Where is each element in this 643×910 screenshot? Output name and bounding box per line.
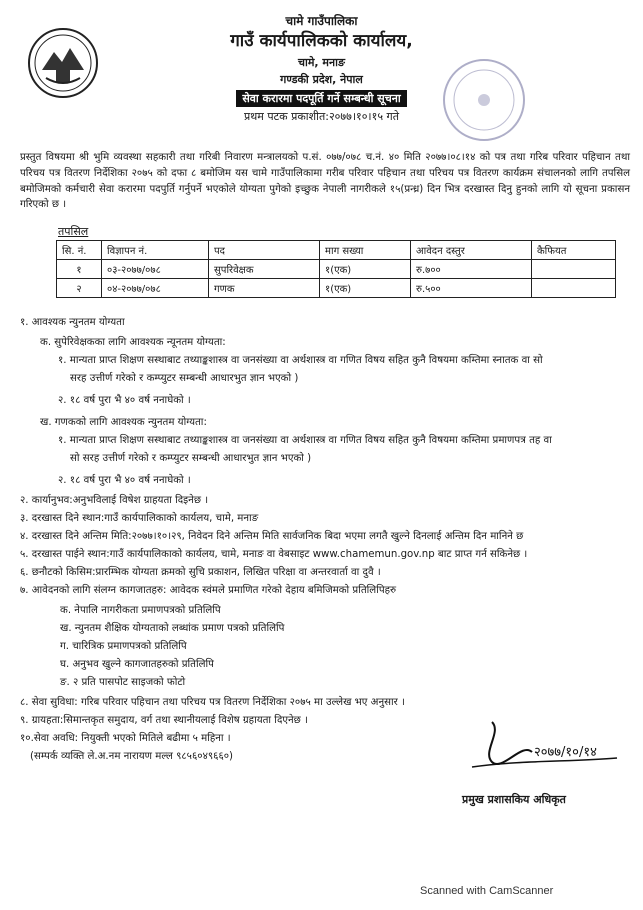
intro-paragraph: प्रस्तुत विषयमा श्री भुमि व्यवस्था सहकारी तथा गरिबी निवारण मन्त्रालयको प.सं. ०७७/०७८ च.नं. ४० मिति २०७७।०८।१४ को पत्र तथा गरिब परिवार पहिचान तथा परिचय पत्र वितरण निर्देशिका २०७५ को दफा ८ बमोजिम यस चामे गाउँपालिकामा गरीब परिवार पहिचान तथा परिचय पत्र वितरण कार्यक्रम संचालनको लागि तपसिल बमोजिमको कर्मचारी सेवा करारमा पदपुर्ति गर्नुपर्ने भएकोले योग्यता पुगेको इच्छुक नेपाली नागरीकले १५(प्रन्ध्र) दिन भित्र दरखास्त दिनु हुनको लागि यो सूचना प्रकासन गरिएको छ । <box>20 152 630 211</box>
cell: गणक <box>209 279 320 298</box>
col-demand: माग सख्या <box>320 241 411 260</box>
scanner-footer: Scanned with CamScanner <box>420 885 554 897</box>
point-8: ८. सेवा सुविधा: गरिब परिवार पहिचान तथा परिचय पत्र वितरण निर्देशिका २०७५ मा उल्लेख भए अनुसार । <box>20 697 405 708</box>
office-province: गण्डकी प्रदेश, नेपाल <box>280 73 363 86</box>
point-4: ४. दरखास्त दिने अन्तिम मिति:२०७७।१०।२९, निवेदन दिने अन्तिम मिति सार्वजनिक बिदा भएमा लगतै खुल्ने दिनलाई अन्तिम दिन मानिने छ <box>20 531 524 542</box>
point-6: ६. छनौटको किसिम:प्रारम्भिक योग्यता क्रमको सुचि प्रकाशन, लिखित परिक्षा वा अन्तरवार्ता वा दुवै । <box>20 567 381 578</box>
vacancy-table <box>56 240 616 298</box>
doc-item: ङ. २ प्रति पासपोट साइजको फोटो <box>60 677 186 688</box>
enumerator-item-1-cont: सो सरह उत्तीर्ण गरेको र कम्प्युटर सम्बन्धी आधारभुत ज्ञान भएको ) <box>70 453 312 464</box>
supervisor-item-1: १. मान्यता प्राप्त शिक्षण सस्थाबाट तथ्याङ्कशास्त्र वा जनसंख्या वा अर्थशास्त्र वा गणित विषय सहित कुनै विषयमा कम्तिमा स्नातक वा सो <box>58 355 543 366</box>
col-fee: आवेदन दस्तुर <box>411 241 532 260</box>
doc-item: ख. न्युनतम शैक्षिक योग्यताको लब्धांक प्रमाण पत्रको प्रतिलिपि <box>60 623 285 634</box>
doc-item: क. नेपालि नागरीकता प्रमाणपत्रको प्रतिलिपि <box>60 605 221 616</box>
cell <box>532 279 616 298</box>
signature-icon <box>462 712 622 782</box>
signatory-title: प्रमुख प्रशासकिय अधिकृत <box>462 793 566 806</box>
doc-item: ग. चारित्रिक प्रमाणपत्रको प्रतिलिपि <box>60 641 187 652</box>
office-main: गाउँ कार्यपालिकको कार्यालय, <box>230 31 413 51</box>
point-9: ९. ग्रायहता:सिमान्तकृत समुदाय, वर्ग तथा स्थानीयलाई विशेष ग्रहायता दिएनेछ । <box>20 715 308 726</box>
enumerator-item-1: १. मान्यता प्राप्त शिक्षण सस्थाबाट तथ्याङ्कशास्त्र वा जनसंख्या वा अर्थशास्त्र वा गणित विषय सहित कुनै विषयमा कम्तिमा प्रमाणपत्र तह वा <box>58 435 552 446</box>
point-7: ७. आवेदनको लागि संलग्न कागजातहरु: आवेदक स्वंमले प्रमाणित गरेको देहाय बमिजिमको प्रतिलिपिहरु <box>20 585 397 596</box>
point-3: ३. दरखास्त दिने स्थान:गाउँ कार्यपालिकाको कार्यलय, चामे, मनाङ <box>20 513 259 524</box>
enumerator-item-2: २. १८ वर्ष पुरा भै ४० वर्ष ननाघेको । <box>58 475 191 486</box>
requirements-title: १. आवश्यक न्युनतम योग्यता <box>20 317 125 328</box>
supervisor-item-2: २. १८ वर्ष पुरा भै ४० वर्ष ननाघेको । <box>58 395 191 406</box>
cell: ०३-२०७७/०७८ <box>102 260 209 279</box>
col-ad-no: विज्ञापन नं. <box>102 241 209 260</box>
cell: २ <box>57 279 102 298</box>
cell: रु.७०० <box>411 260 532 279</box>
point-5: ५. दरखास्त पाईने स्थान:गाउँ कार्यपालिकाको कार्यलय, चामे, मनाङ वा वेबसाइट www.chamemun.gov.np बाट प्राप्त गर्न सकिनेछ । <box>20 549 528 560</box>
cell: सुपरिवेक्षक <box>209 260 320 279</box>
cell: १(एक) <box>320 279 411 298</box>
cell: ०४-२०७७/०७८ <box>102 279 209 298</box>
supervisor-heading: क. सुपेरिवेक्षकका लागि आवश्यक न्यूनतम योग्यता: <box>40 337 226 348</box>
col-sn: सि. नं. <box>57 241 102 260</box>
supervisor-item-1-cont: सरह उत्तीर्ण गरेको र कम्प्युटर सम्बन्धी आधारभुत ज्ञान भएको ) <box>70 373 299 384</box>
col-post: पद <box>209 241 320 260</box>
col-remarks: कैफियत <box>532 241 616 260</box>
point-10: १०.सेवा अवधि: नियुक्ती भएको मितिले बढीमा ५ महिना । <box>20 733 231 744</box>
cell: १ <box>57 260 102 279</box>
schedule-label: तपसिल <box>58 225 89 238</box>
signature-date: २०७७/१०/१४ <box>534 745 597 760</box>
table-row <box>57 279 616 298</box>
cell <box>532 260 616 279</box>
contact-person: (सम्पर्क व्यक्ति ले.अ.नम नारायण मल्ल ९८५६०४९६६०) <box>30 751 234 762</box>
publish-date: प्रथम पटक प्रकाशीत:२०७७।१०।१५ गते <box>243 109 400 123</box>
cell: रु.५०० <box>411 279 532 298</box>
notice-title: सेवा करारमा पदपूर्ति गर्ने सम्बन्धी सूचना <box>236 90 406 107</box>
doc-item: घ. अनुभव खुल्ने कागजातहरुको प्रतिलिपि <box>60 659 214 670</box>
cell: १(एक) <box>320 260 411 279</box>
office-location: चामे, मनाङ <box>298 56 345 70</box>
table-header-row <box>57 241 616 260</box>
enumerator-heading: ख. गणकको लागि आवश्यक न्युनतम योग्यता: <box>40 417 207 428</box>
table-row <box>57 260 616 279</box>
point-2: २. कार्यानुभव:अनुभविलाई विषेश ग्राहयता दिइनेछ । <box>20 495 209 506</box>
letterhead <box>0 14 643 124</box>
office-top: चामे गाउँपालिका <box>285 14 358 28</box>
office-stamp-icon <box>440 56 528 144</box>
